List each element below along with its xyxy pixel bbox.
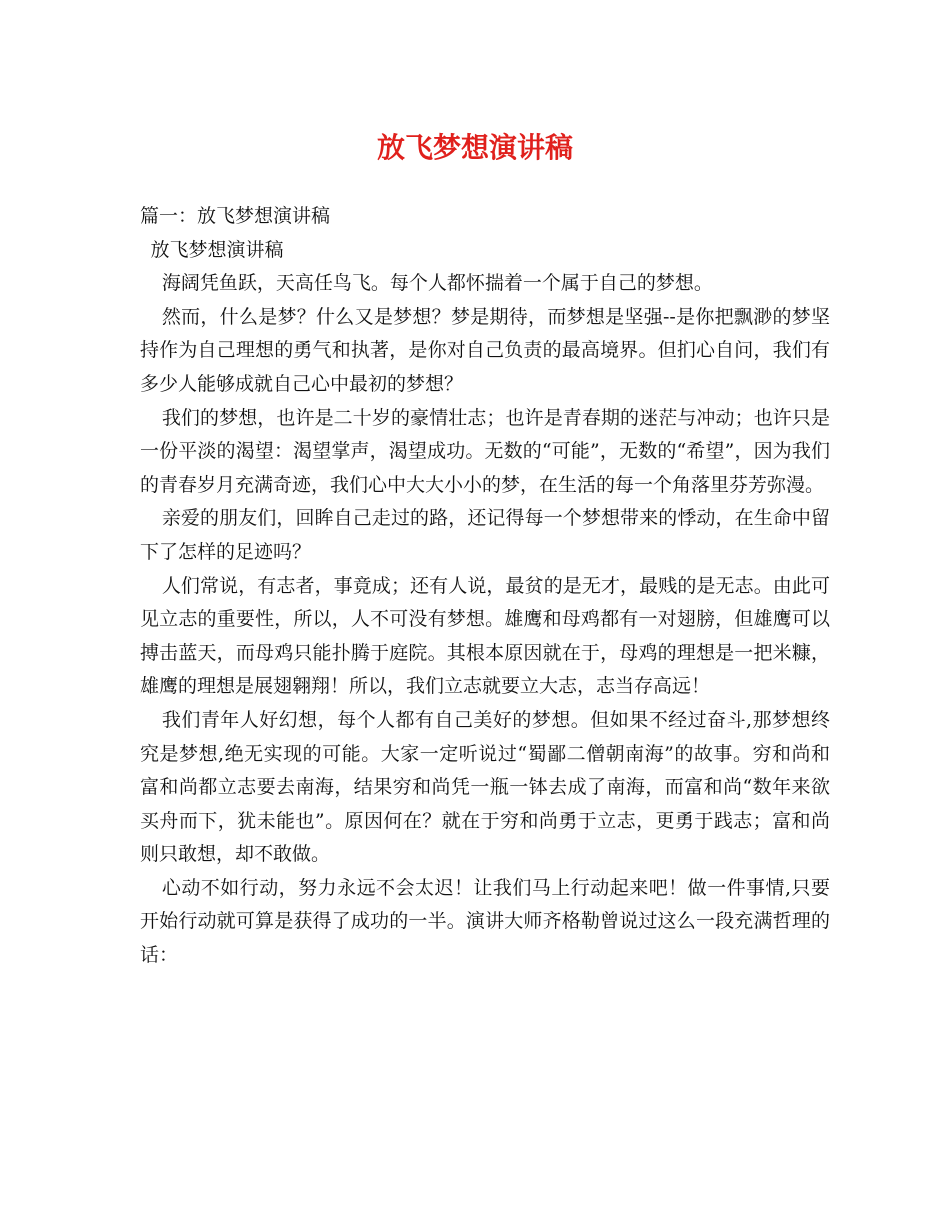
paragraph-3: 我们的梦想，也许是二十岁的豪情壮志；也许是青春期的迷茫与冲动；也许只是一份平淡的渴望：渴望掌声，渴望成功。无数的“可能”，无数的“希望”，因为我们的青春岁月充满奇迹，我们心中大大小小的梦，在生活的每一个角落里芬芳弥漫。 xyxy=(140,406,830,496)
document-body xyxy=(140,200,830,973)
document-title: 放飞梦想演讲稿 xyxy=(376,131,573,164)
paragraph-4: 亲爱的朋友们，回眸自己走过的路，还记得每一个梦想带来的悸动，在生命中留下了怎样的足迹吗？ xyxy=(140,507,830,563)
paragraph-5: 人们常说，有志者，事竟成；还有人说，最贫的是无才，最贱的是无志。由此可见立志的重要性，所以，人不可没有梦想。雄鹰和母鸡都有一对翅膀，但雄鹰可以搏击蓝天，而母鸡只能扑腾于庭院。其根本原因就在于，母鸡的理想是一把米糠，雄鹰的理想是展翅翱翔！所以，我们立志就要立大志，志当存高远！ xyxy=(140,574,830,698)
section-heading: 篇一：放飞梦想演讲稿 xyxy=(140,205,331,227)
paragraph-7: 心动不如行动，努力永远不会太迟！让我们马上行动起来吧！做一件事情,只要开始行动就可算是获得了成功的一半。演讲大师齐格勒曾说过这么一段充满哲理的话： xyxy=(140,876,830,967)
paragraph-1: 海阔凭鱼跃，天高任鸟飞。每个人都怀揣着一个属于自己的梦想。 xyxy=(161,272,713,295)
paragraph-6: 我们青年人好幻想，每个人都有自己美好的梦想。但如果不经过奋斗,那梦想终究是梦想,绝无实现的可能。大家一定听说过“蜀鄙二僧朝南海”的故事。穷和尚和富和尚都立志要去南海，结果穷和尚凭一瓶一钵去成了南海，而富和尚“数年来欲买舟而下，犹未能也”。原因何在？就在于穷和尚勇于立志，更勇于践志；富和尚则只敢想，却不敢做。 xyxy=(140,708,830,866)
paragraph-2: 然而，什么是梦？什么又是梦想？梦是期待，而梦想是坚强--是你把飘渺的梦坚持作为自己理想的勇气和执著，是你对自己负责的最高境界。但扪心自问，我们有多少人能够成就自己心中最初的梦想？ xyxy=(140,305,830,395)
section-subheading: 放飞梦想演讲稿 xyxy=(150,238,284,261)
